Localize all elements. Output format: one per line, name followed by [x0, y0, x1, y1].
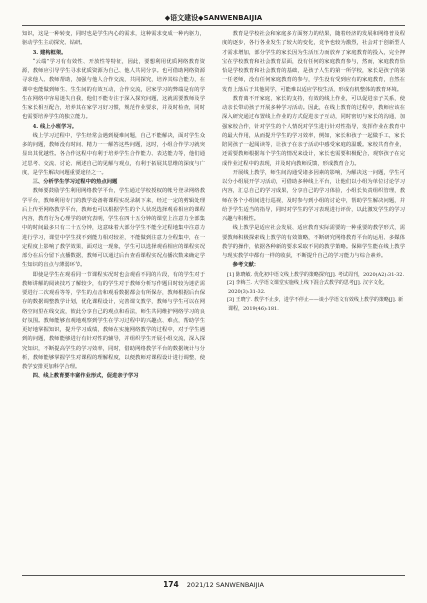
running-footer [0, 579, 427, 591]
paragraph: 知识，这是一种转变，同时也是学生内心的需求，这种需求变成一种内驱力，驱动学生主动探究、钻研。 [22, 31, 205, 47]
paragraph: 教育是学校社会和家庭多方面努力的结果，随着经济的发展和网络普及程度的逐步，各行各业发生了较大的变化，竞争也较为激烈，社会对于创新型人才需求增加，部分学生的家长因为生活压力而放弃了家庭教育的投入，完全押宝在学校教育和社会教育层面，没有任何的家庭教育参与，然而，家庭教育恰恰是学校教育和社会教育的基础，是孩子人生的第一所学校，家长是孩子的第一任老师，没有任何家庭教育的参与，学生没有受到应有的家庭教育，自然在发育上落后于其他同学，可能难以适应学校生活，形成有机整体的教育环境。 [222, 31, 405, 93]
paragraph: 开展线上教学，师生间沟通受诸多因素的影响，为解决这一问题，学生可以分小组展开学习活动，可借助多种线上平台，让他们以小组为单位讨论学习内容，汇总自己的学习成果，分享自己的学习体验，小组长负责组织管理，教师在各个小组间进行巡视，及时参与到小组的讨论中，帮助学生解决问题，并给予学生适当的指导，同时对学生的学习表现进行评价，以此激发学生的学习兴趣与积极性。 [222, 169, 405, 222]
subheading: 3. 建构框架。 [32, 49, 67, 56]
running-header: ◆语文建设◆SANWENBAIJIA [164, 14, 263, 22]
paragraph: 教育离不开家庭，家长的支持，有效的线上作业，可以促进亲子关系，使动亲长带动孩子开展多种学习活动。因此，在线上教育的过程中，教师应该在深入研究通过布置线上作业的方式促进亲子互动，同时密切与家长的沟通，加强家校合作，针对学生的个人情况对学生进行针对性指导，发挥作业在教育中的最大作用，从而提升学生的学习效率，例如，家长和孩子一起做手工，家长陪同孩子一起阅读等，让孩子在亲子活动中感受家庭的温暖。家校共育作业，还需要教师根据每个学生的情况来设计，家长也需要积极配合，观察孩子在完成作业过程中的表现，并及时向教师反馈，形成教育合力。 [222, 95, 405, 167]
paragraph: 线上学习过程中，学生经常会遇到疑难问题，自己不能解决，面对学生众多的问题，教师没有时间、精力一一解答这些问题，这时，小组合作学习就突显出其优越性。各合作这程中有利于培养学生合作能力、表达能力等，他们通过思考、交流、讨论、阐述自己的见解与观点，有利于拓展其思维的深度与广度，是学生解决问题重要途径之一。 [22, 132, 205, 176]
footer-rule [22, 575, 405, 576]
page-number: 174 [163, 580, 179, 589]
header-rule [22, 25, 405, 26]
issue-label: 2021/12 SANWENBAIJIA [186, 581, 264, 589]
section-heading: 四、线上教育要丰富作业形式，促进亲子学习 [32, 373, 139, 380]
paragraph: “云端”学习有有效性、开放性等特征，因此，要想利用优质网络教育资源，教师应引导学生寻求优质资源为自己、他人共同分享。也可借助网络资源寻求他人、教师帮助，加强与他人合作交流，共同探究，培养其综合能力，在课中也能做到师生、生生间的有效互动，合作交流，居家学习的弊端是有的学生在网络中容易迷失自我，他们不能专注于深入探究问题，这就需要教师及学生家长相互配合，培养其在家学习好习惯，规范作业要求，并及时检查，同时也需要培养学生的独立能力。 [22, 58, 205, 121]
paragraph: 即使是学生在观看同一节课程实况时也会观看不同的片段，有的学生对于教师讲解的阅读技巧了解较少，有的学生对于教师分析写作题目时较为迷茫需要进行二次观看等等，学生的点击和观看数据都会有所保存，教师根据后台保存的数据调整教学计划，优化课程设计，完善课文教学，教师与学生可以在网络空间里在线交流，彼此分享自己的观点和看法，师生共同维护网络学习的良好氛围。教师能够直观地观察到学生在学习过程中的兴趣点、难点，帮助学生更好地掌握知识，提升学习成绩，教师在实施网络教学的过程中，对于学生遇到的问题，教师能够进行有针对性的辅导，并组织学生开展小组交流，深入探究知识，不断提高学生的学习效率，同时，借助网络教学平台的数据统计与分析，教师能够掌握学生对课程的理解程度，以便教师对课程设计进行调整，使教学安排更加科学合理。 [22, 271, 205, 370]
section-heading: 三、分析学生学习过程中的热点问题 [32, 179, 118, 185]
subheading: 4. 线上小班学习。 [32, 123, 78, 130]
right-column [222, 30, 405, 570]
paragraph: 教师要鼓励学生利用网络教学平台，学生通过学校授权的帐号登录网络教学平台，教师利用专门的教学设备将课程实况录制下来，经过一定的剪辑处理后上传至网络教学平台，教师也可以根据学生的个人状况选择观看相应的课程内容，教育行为心理学的研究表明，学生在四十五分钟的课堂上注意力全部集中的时间最多只有二十五分钟，这意味着大部分学生不能全过程地集中注意力进行学习，课堂中学生找不到能力相对较差，不能做到注意力全程集中，在一定程度上影响了教学效果，面对这一现象，学生可以选择观看相应的课程实况部分在后分留下点播数据，教师可以通过后台查看课程实况点播次数来确定学生知识的盲点与薄弱环节。 [22, 188, 205, 269]
reference-item: [3] 王晓宁. 教学不止步，进学不停止——谈小学语文有效线上教学的策略[J]. 新课程，2019(46):181. [227, 297, 403, 312]
left-column [22, 30, 205, 570]
references-heading: 参考文献： [232, 262, 260, 269]
reference-item: [1] 陈晓敏. 优化初中语文线上教学的策略探究[J]. 考试周刊，2020(A2):31-32. [227, 271, 405, 278]
paragraph: 线上教学是适应社会发展、适应教育实际需要的一种重要的教学形式，需要教师积极探索线上教学的有效策略，不断研究网络教育平台的运用、多媒体教学的操作，依据各种新的要求采取不同的教学策略。保障学生能在线上教学与现实教学中都有一样的收获，不断提升自己的学习能力与综合素养。 [222, 225, 405, 259]
reference-item: [2] 李梅兰. 大学语文课堂实施线上线下混合式教学的思考[J]. 汉字文化，2020(3):31-32. [227, 280, 388, 295]
